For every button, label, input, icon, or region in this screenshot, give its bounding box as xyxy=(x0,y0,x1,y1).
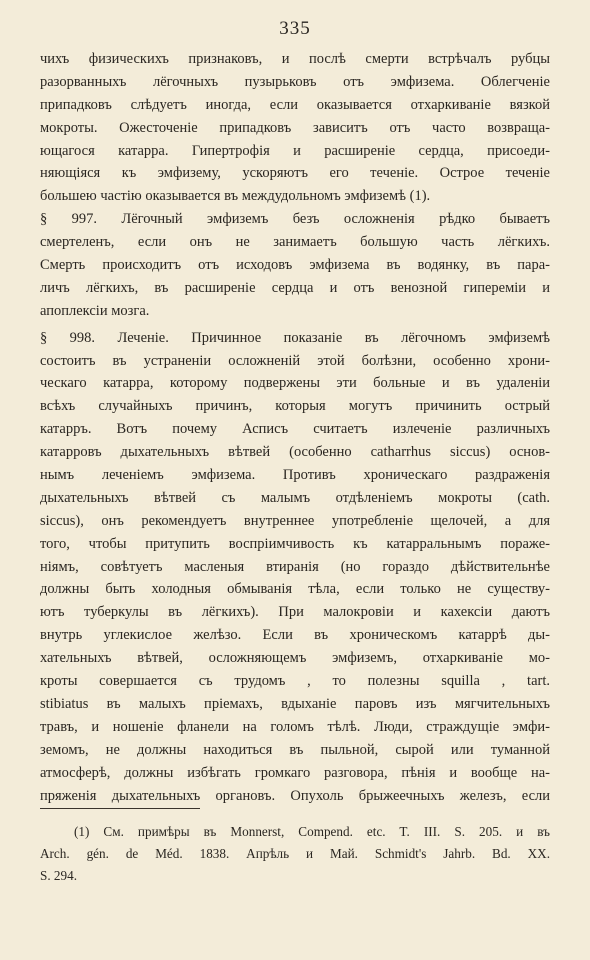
text-line: stibiatus въ малыхъ пріемахъ, вдыханіе паровъ изъ мягчительныхъ xyxy=(40,695,550,712)
text-line: большею частію оказывается въ междудольномъ эмфиземѣ (1). xyxy=(40,188,431,205)
text-line: мокроты. Ожесточеніе припадковъ зависитъ отъ часто возвраща- xyxy=(40,119,550,136)
text-line: атмосферѣ, должны избѣгать громкаго разговора, пѣнія и вообще на- xyxy=(40,764,550,781)
text-line: личъ лёгкихъ, въ расширеніе сердца и отъ венозной гипереміи и xyxy=(40,279,550,296)
text-line: хательныхъ вѣтвей, осложняющемъ эмфиземъ, отхаркиваніе мо- xyxy=(40,650,550,667)
footnote-line: S. 294. xyxy=(40,868,78,883)
footnotes xyxy=(40,821,550,887)
text-line: § 997. Лёгочный эмфиземъ безъ осложненія рѣдко бываетъ xyxy=(40,211,550,228)
body-text xyxy=(40,48,550,807)
text-line: того, чтобы притупить воспріимчивость къ катарральнымъ пораже- xyxy=(40,535,550,552)
text-line: дыхательныхъ вѣтвей съ малымъ отдѣленіемъ мокроты (cath. xyxy=(40,489,550,506)
footnote-line: Arch. gén. de Méd. 1838. Апрѣль и Май. Schmidt's Jahrb. Bd. XX. xyxy=(40,846,550,861)
text-line: внутрь углекислое желѣзо. Если въ хроническомъ катаррѣ ды- xyxy=(40,627,550,644)
text-line: катарръ. Вотъ почему Асписъ считаетъ излеченіе различныхъ xyxy=(40,421,550,438)
footnote-divider xyxy=(40,808,200,809)
text-line: разорванныхъ лёгочныхъ пузырьковъ отъ эмфизема. Облегченіе xyxy=(40,73,550,90)
text-line: должны быть холодныя обмыванія тѣла, если только не существу- xyxy=(40,581,550,598)
page-number: 335 xyxy=(279,18,311,39)
text-line: травъ, и ношеніе фланели на голомъ тѣлѣ. Люди, страждущіе эмфи- xyxy=(40,718,550,735)
text-line: нымъ леченіемъ эмфизема. Противъ хроническаго раздраженія xyxy=(40,467,550,484)
text-line: смертеленъ, если онъ не занимаетъ большую часть лёгкихъ. xyxy=(40,234,550,251)
text-line: ютъ туберкулы въ лёгкихъ). При малокровіи и кахексіи даютъ xyxy=(40,604,550,621)
text-line: земомъ, не должны находиться въ пыльной, сырой или туманной xyxy=(40,741,550,758)
text-line: состоитъ въ устраненіи осложненій этой болѣзни, особенно хрони- xyxy=(40,352,550,369)
text-line: ніямъ, совѣтуетъ масленыя втиранія (но гораздо дѣйствительнѣе xyxy=(40,558,550,575)
text-line: катарровъ дыхательныхъ вѣтвей (особенно catharrhus siccus) основ- xyxy=(40,444,550,461)
footnote-line: (1) См. примѣры въ Monnerst, Compend. etc. T. III. S. 205. и въ xyxy=(74,824,550,839)
text-line: § 998. Леченіе. Причинное показаніе въ лёгочномъ эмфиземѣ xyxy=(40,329,550,346)
text-line: припадковъ слѣдуетъ иногда, если оказывается отхаркиваніе вязкой xyxy=(40,96,550,113)
text-line: ческаго катарра, которому подвержены эти больные и въ удаленіи xyxy=(40,375,550,392)
text-line: Смерть происходитъ отъ исходовъ эмфизема въ водянку, въ пара- xyxy=(40,257,550,274)
text-line: siccus), онъ рекомендуетъ внутреннее употребленіе щелочей, а для xyxy=(40,512,550,529)
text-line: чихъ физическихъ признаковъ, и послѣ смерти встрѣчалъ рубцы xyxy=(40,51,550,67)
text-line: кроты совершается съ трудомъ , то полезны squilla , tart. xyxy=(40,673,550,690)
text-line: апоплексіи мозга. xyxy=(40,302,150,319)
text-line: всѣхъ случайныхъ причинъ, которыя могутъ причинить острый xyxy=(40,398,550,415)
text-line: няющіяся къ эмфизему, ускоряютъ его теченіе. Острое теченіе xyxy=(40,165,550,182)
text-line: ющагося катарра. Гипертрофія и расширеніе сердца, присоеди- xyxy=(40,142,550,159)
text-line: пряженія дыхательныхъ органовъ. Опухоль брыжеечныхъ железъ, если xyxy=(40,787,550,804)
